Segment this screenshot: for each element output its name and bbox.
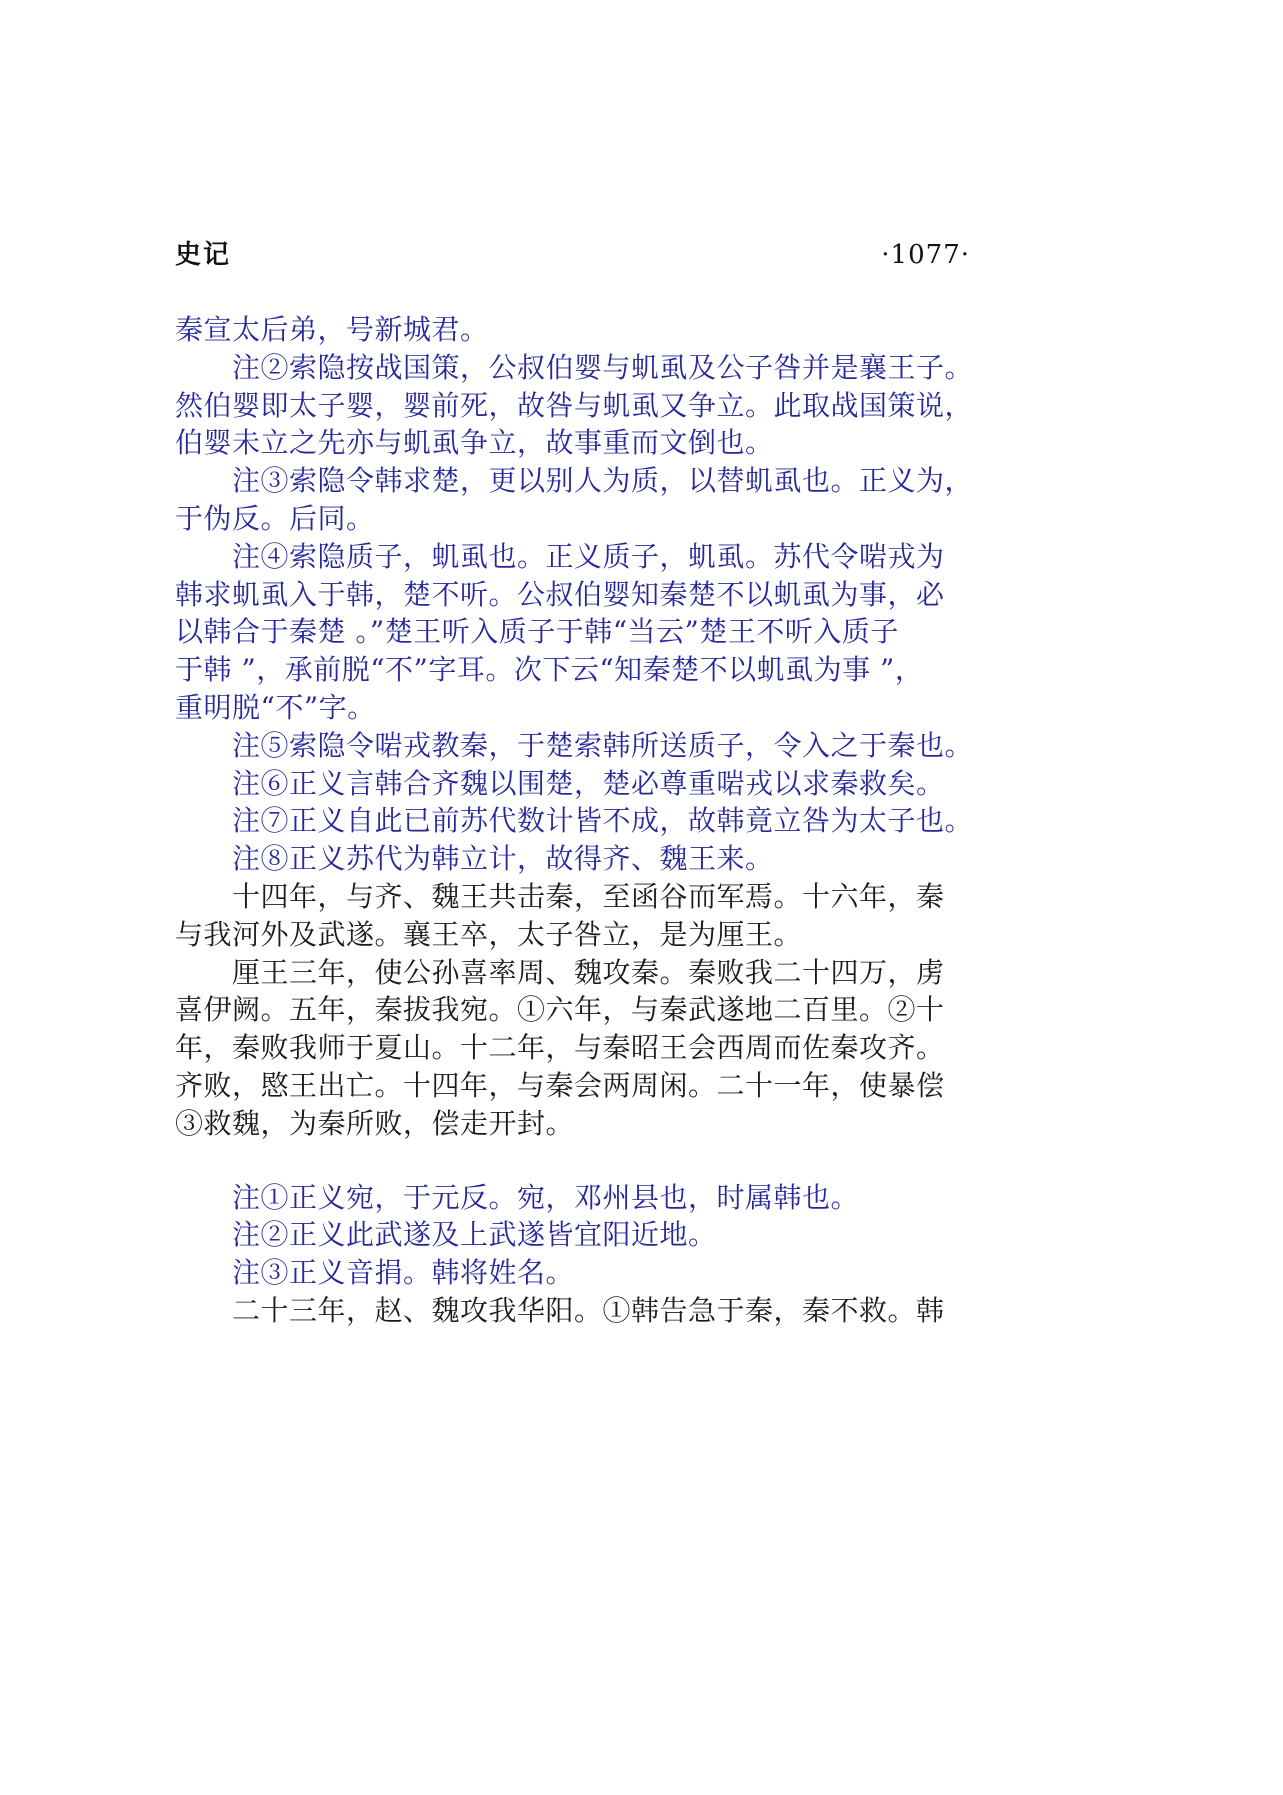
body-line: 年，秦败我师于夏山。十二年，与秦昭王会西周而佐秦攻齐。 bbox=[175, 1031, 945, 1065]
note-line: 注③正义音捐。韩将姓名。 bbox=[232, 1256, 575, 1290]
note-1 bbox=[175, 1179, 1005, 1217]
body-paragraph bbox=[175, 954, 1005, 1143]
note-3 bbox=[175, 462, 1005, 538]
note-2 bbox=[175, 1216, 1005, 1254]
text-block bbox=[175, 311, 1005, 1330]
body-line: ③救魏，为秦所败，偿走开封。 bbox=[175, 1106, 575, 1140]
note-line: 以韩合于秦楚 。”楚王听入质子于韩“当云”楚王不听入质子 bbox=[175, 615, 899, 649]
note-line: 秦宣太后弟，号新城君。 bbox=[175, 313, 489, 346]
note-line: 韩求虮虱入于韩，楚不听。公叔伯婴知秦楚不以虮虱为事，必 bbox=[175, 577, 945, 611]
body-paragraph bbox=[175, 878, 1005, 954]
note-2 bbox=[175, 349, 1005, 462]
note-line: 注⑥正义言韩合齐魏以围楚，楚必尊重啱戎以求秦救矣。 bbox=[232, 766, 945, 800]
body-line: 齐败，愍王出亡。十四年，与秦会两周闲。二十一年，使暴偿 bbox=[175, 1068, 945, 1102]
body-line: 与我河外及武遂。襄王卒，太子咎立，是为厘王。 bbox=[175, 917, 803, 951]
running-head bbox=[175, 238, 970, 272]
running-head-title: 史记 bbox=[175, 240, 232, 270]
body-paragraph bbox=[175, 1292, 1005, 1330]
note-4 bbox=[175, 538, 1005, 727]
note-8 bbox=[175, 840, 1005, 878]
note-line: 注②索隐按战国策，公叔伯婴与虮虱及公子咎并是襄王子。 bbox=[232, 350, 974, 384]
note-7 bbox=[175, 802, 1005, 840]
note-line: 于韩 ”，承前脱“不”字耳。次下云“知秦楚不以虮虱为事 ”， bbox=[175, 653, 924, 687]
body-line: 喜伊阙。五年，秦拔我宛。①六年，与秦武遂地二百里。②十 bbox=[175, 993, 945, 1027]
body-line: 十四年，与齐、魏王共击秦，至函谷而军焉。十六年，秦 bbox=[232, 879, 945, 913]
note-continuation bbox=[175, 311, 1005, 349]
note-line: 于伪反。后同。 bbox=[175, 501, 375, 535]
note-5 bbox=[175, 727, 1005, 765]
note-line: 注④索隐质子，虮虱也。正义质子，虮虱。苏代令啱戎为 bbox=[232, 539, 945, 573]
note-line: 然伯婴即太子婴，婴前死，故咎与虮虱又争立。此取战国策说， bbox=[175, 388, 974, 422]
note-3 bbox=[175, 1254, 1005, 1292]
body-line: 厘王三年，使公孙喜率周、魏攻秦。秦败我二十四万，虏 bbox=[232, 955, 945, 989]
note-line: 注②正义此武遂及上武遂皆宜阳近地。 bbox=[232, 1218, 717, 1252]
paragraph-spacer bbox=[175, 1143, 1005, 1179]
note-line: 注⑤索隐令啱戎教秦，于楚索韩所送质子，令入之于秦也。 bbox=[232, 728, 974, 762]
note-line: 注①正义宛，于元反。宛，邓州县也，时属韩也。 bbox=[232, 1180, 860, 1214]
note-line: 注⑧正义苏代为韩立计，故得齐、魏王来。 bbox=[232, 842, 774, 876]
body-line: 二十三年，赵、魏攻我华阳。①韩告急于秦，秦不救。韩 bbox=[232, 1293, 945, 1327]
note-6 bbox=[175, 765, 1005, 803]
note-line: 伯婴未立之先亦与虮虱争立，故事重而文倒也。 bbox=[175, 426, 774, 460]
note-line: 注③索隐令韩求楚，更以别人为质，以替虮虱也。正义为， bbox=[232, 464, 974, 498]
note-line: 注⑦正义自此已前苏代数计皆不成，故韩竟立咎为太子也。 bbox=[232, 804, 974, 838]
note-line: 重明脱“不”字。 bbox=[175, 690, 376, 724]
page-number: ·1077· bbox=[881, 240, 970, 270]
